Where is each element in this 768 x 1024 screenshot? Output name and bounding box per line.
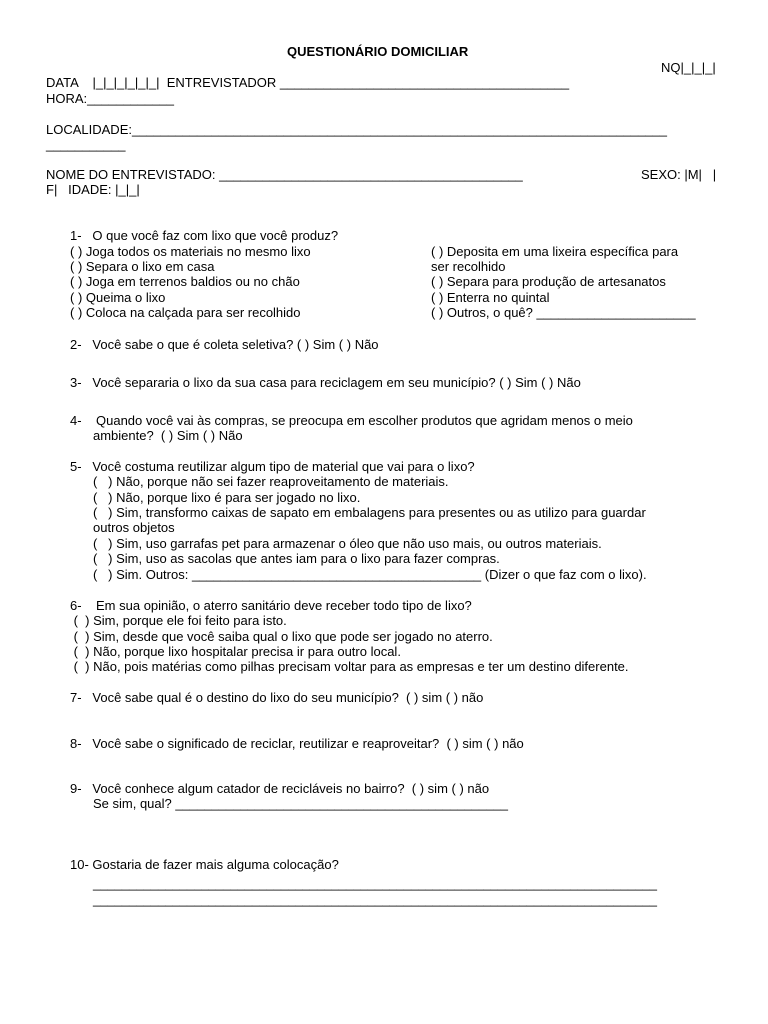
q1-option: ( ) Queima o lixo [70,290,166,305]
q9-question: 9- Você conhece algum catador de recicláveis no bairro? ( ) sim ( ) não [70,781,490,796]
q1-option-continued: ser recolhido [431,259,506,274]
nome-entrevistado-line: NOME DO ENTREVISTADO: __________________________________________ [46,167,523,182]
q1-option: ( ) Joga em terrenos baldios ou no chão [70,274,300,289]
q6-option: ( ) Sim, porque ele foi feito para isto. [70,613,287,628]
q6-option: ( ) Não, porque lixo hospitalar precisa ir para outro local. [70,644,401,659]
q1-question: 1- O que você faz com lixo que você produz? [70,228,339,243]
q1-option: ( ) Deposita em uma lixeira específica para [431,244,679,259]
localidade-line: LOCALIDADE:__________________________________________________________________________ [46,122,667,137]
q4-question: 4- Quando você vai às compras, se preocupa em escolher produtos que agridam menos o meio [70,413,633,428]
q1-option: ( ) Separa para produção de artesanatos [431,274,666,289]
q1-option: ( ) Separa o lixo em casa [70,259,215,274]
q5-question: 5- Você costuma reutilizar algum tipo de material que vai para o lixo? [70,459,475,474]
q5-option: ( ) Sim, uso garrafas pet para armazenar o óleo que não uso mais, ou outros materiais. [93,536,602,551]
q4-question-continued: ambiente? ( ) Sim ( ) Não [93,428,243,443]
q1-option: ( ) Outros, o quê? ______________________ [431,305,696,320]
q10-answer-line: ______________________________________________________________________________ [93,892,657,907]
q6-question: 6- Em sua opinião, o aterro sanitário deve receber todo tipo de lixo? [70,598,472,613]
q5-option: ( ) Não, porque lixo é para ser jogado no lixo. [93,490,361,505]
q5-option-continued: outros objetos [93,520,175,535]
document-title: QUESTIONÁRIO DOMICILIAR [287,44,469,59]
q10-question: 10- Gostaria de fazer mais alguma colocação? [70,857,339,872]
data-entrevistador-line: DATA |_|_|_|_|_|_| ENTREVISTADOR ________________________________________ [46,75,570,90]
q2-question: 2- Você sabe o que é coleta seletiva? ( ) Sim ( ) Não [70,337,379,352]
q10-answer-line: ______________________________________________________________________________ [93,876,657,891]
q5-option: ( ) Sim, transformo caixas de sapato em embalagens para presentes ou as utilizo para guardar [93,505,646,520]
q7-question: 7- Você sabe qual é o destino do lixo do seu município? ( ) sim ( ) não [70,690,484,705]
q1-option: ( ) Enterra no quintal [431,290,550,305]
q8-question: 8- Você sabe o significado de reciclar, reutilizar e reaproveitar? ( ) sim ( ) não [70,736,524,751]
q6-option: ( ) Sim, desde que você saiba qual o lixo que pode ser jogado no aterro. [70,629,493,644]
q1-option: ( ) Joga todos os materiais no mesmo lixo [70,244,311,259]
q5-option: ( ) Não, porque não sei fazer reaproveitamento de materiais. [93,474,449,489]
q6-option: ( ) Não, pois matérias como pilhas precisam voltar para as empresas e ter um destino diferente. [70,659,629,674]
q5-option: ( ) Sim, uso as sacolas que antes iam para o lixo para fazer compras. [93,551,500,566]
f-idade-line: F| IDADE: |_|_| [46,182,140,197]
sexo-field: SEXO: |M| | [641,167,717,182]
hora-line: HORA:____________ [46,91,174,106]
q5-option: ( ) Sim. Outros: ________________________________________ (Dizer o que faz com o lixo). [93,567,647,582]
nq-field: NQ|_|_|_| [661,60,716,75]
q9-followup: Se sim, qual? ______________________________________________ [93,796,508,811]
q1-option: ( ) Coloca na calçada para ser recolhido [70,305,301,320]
q3-question: 3- Você separaria o lixo da sua casa para reciclagem em seu município? ( ) Sim ( ) Não [70,375,581,390]
localidade-line-continued: ___________ [46,137,126,152]
